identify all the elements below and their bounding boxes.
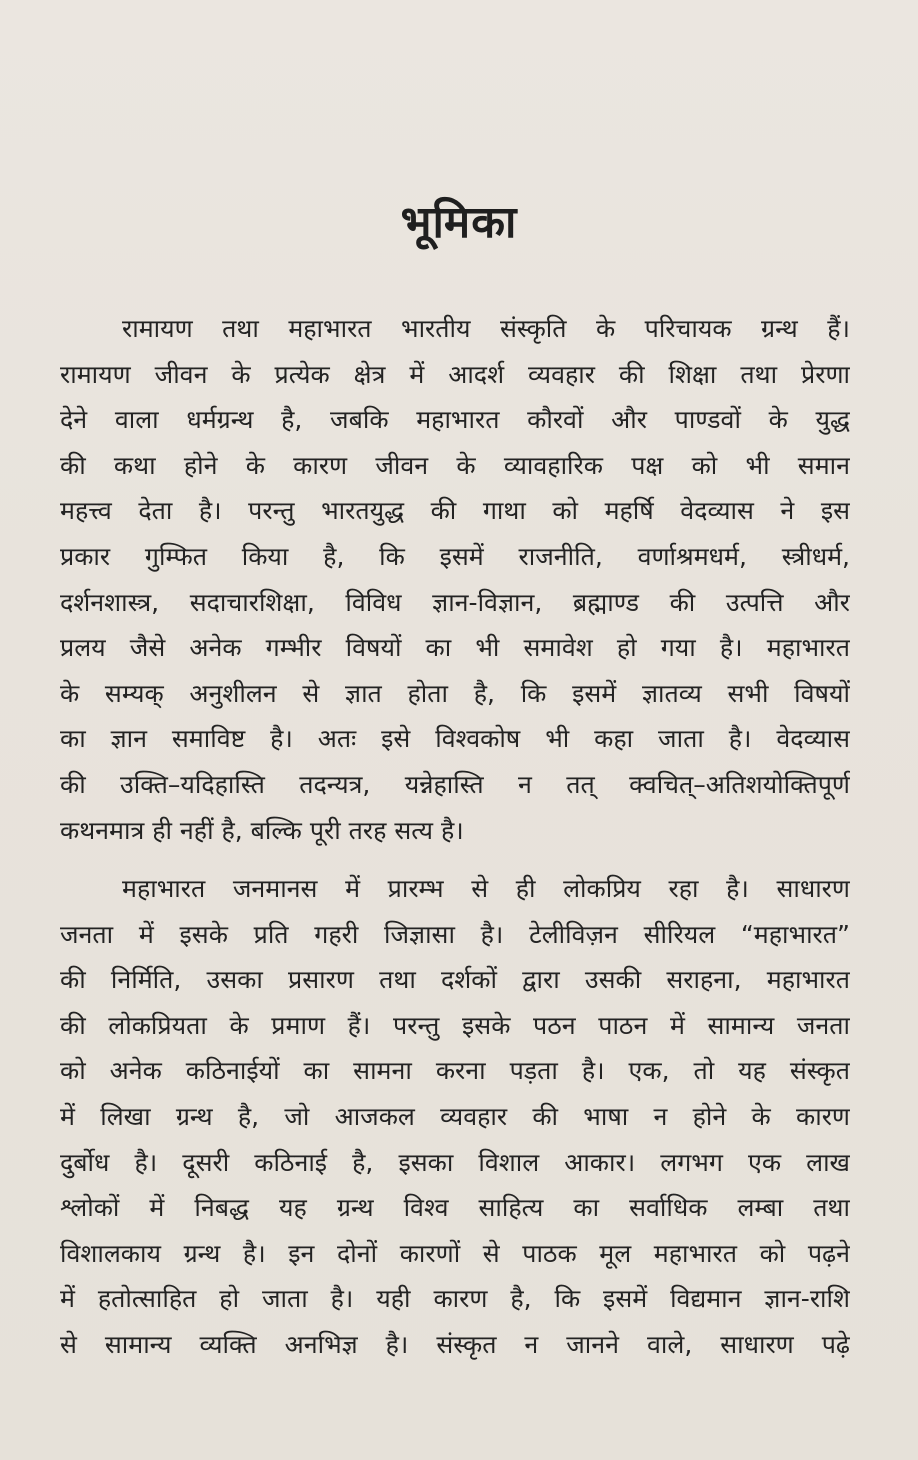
text-line: से सामान्य व्यक्ति अनभिज्ञ है। संस्कृत न जानने वाले, साधारण पढ़े (60, 1329, 850, 1359)
text-line: जनता में इसके प्रति गहरी जिज्ञासा है। टेलीविज़न सीरियल “महाभारत” (60, 919, 850, 949)
text-line: श्लोकों में निबद्ध यह ग्रन्थ विश्व साहित्य का सर्वाधिक लम्बा तथा (60, 1193, 850, 1223)
page-title: भूमिका (400, 197, 518, 248)
text-line: रामायण जीवन के प्रत्येक क्षेत्र में आदर्श व्यवहार की शिक्षा तथा प्रेरणा (60, 359, 850, 389)
text-line: को अनेक कठिनाईयों का सामना करना पड़ता है। एक, तो यह संस्कृत (60, 1056, 850, 1086)
text-line: की उक्ति–यदिहास्ति तदन्यत्र, यन्नेहास्ति न तत् क्वचित्–अतिशयोक्तिपूर्ण (60, 769, 850, 799)
text-line: की लोकप्रियता के प्रमाण हैं। परन्तु इसके पठन पाठन में सामान्य जनता (60, 1010, 850, 1040)
text-line: दुर्बोध है। दूसरी कठिनाई है, इसका विशाल आकार। लगभग एक लाख (60, 1147, 850, 1177)
text-line: महाभारत जनमानस में प्रारम्भ से ही लोकप्रिय रहा है। साधारण (122, 874, 850, 903)
text-line: प्रकार गुम्फित किया है, कि इसमें राजनीति, वर्णाश्रमधर्म, स्त्रीधर्म, (60, 541, 850, 571)
text-line: में हतोत्साहित हो जाता है। यही कारण है, कि इसमें विद्यमान ज्ञान-राशि (60, 1284, 850, 1314)
text-line: के सम्यक् अनुशीलन से ज्ञात होता है, कि इसमें ज्ञातव्य सभी विषयों (60, 678, 850, 708)
text-line: देने वाला धर्मग्रन्थ है, जबकि महाभारत कौरवों और पाण्डवों के युद्ध (60, 405, 850, 435)
text-line: विशालकाय ग्रन्थ है। इन दोनों कारणों से पाठक मूल महाभारत को पढ़ने (60, 1238, 850, 1268)
text-line: का ज्ञान समाविष्ट है। अतः इसे विश्वकोष भी कहा जाता है। वेदव्यास (60, 724, 850, 754)
paragraph-2 (60, 866, 850, 1368)
text-line: महत्त्व देता है। परन्तु भारतयुद्ध की गाथा को महर्षि वेदव्यास ने इस (60, 496, 850, 526)
text-line: में लिखा ग्रन्थ है, जो आजकल व्यवहार की भाषा न होने के कारण (60, 1101, 850, 1131)
paragraph-1 (60, 306, 850, 853)
text-line: की कथा होने के कारण जीवन के व्यावहारिक पक्ष को भी समान (60, 450, 850, 480)
text-line: रामायण तथा महाभारत भारतीय संस्कृति के परिचायक ग्रन्थ हैं। (122, 314, 850, 343)
text-line: दर्शनशास्त्र, सदाचारशिक्षा, विविध ज्ञान-विज्ञान, ब्रह्माण्ड की उत्पत्ति और (60, 587, 850, 617)
text-line: प्रलय जैसे अनेक गम्भीर विषयों का भी समावेश हो गया है। महाभारत (60, 633, 850, 663)
text-line: की निर्मिति, उसका प्रसारण तथा दर्शकों द्वारा उसकी सराहना, महाभारत (60, 965, 850, 995)
text-line: कथनमात्र ही नहीं है, बल्कि पूरी तरह सत्य है। (60, 815, 464, 845)
